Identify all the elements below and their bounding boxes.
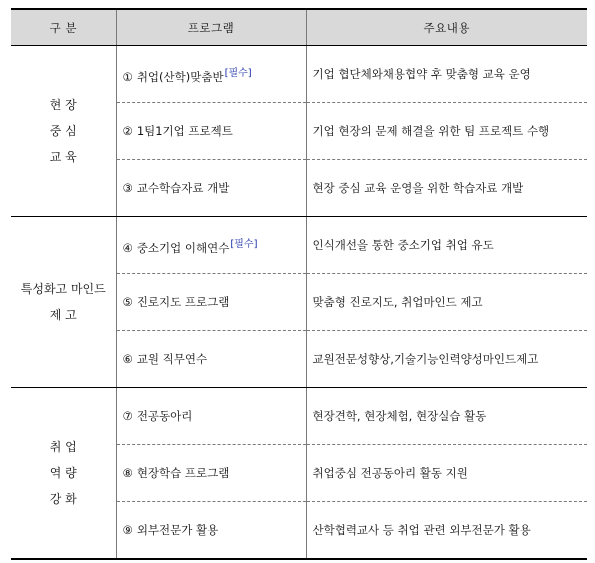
table-row bbox=[11, 388, 587, 445]
category-cell bbox=[11, 217, 116, 388]
item-number: ④ bbox=[122, 240, 133, 255]
program-name: 교수학습자료 개발 bbox=[136, 181, 230, 195]
table-header-row bbox=[11, 9, 587, 46]
program-cell bbox=[116, 103, 306, 160]
category-label: 교 육 bbox=[49, 150, 77, 164]
category-label: 특성화고 마인드 bbox=[20, 282, 106, 296]
program-name: 교원 직무연수 bbox=[136, 352, 208, 366]
item-number: ⑦ bbox=[122, 409, 133, 423]
category-label: 현 장 bbox=[49, 98, 77, 112]
program-table bbox=[11, 8, 587, 560]
content-cell: 현장 중심 교육 운영을 위한 학습자료 개발 bbox=[306, 160, 587, 217]
content-cell: 맞춤형 진로지도, 취업마인드 제고 bbox=[306, 274, 587, 331]
program-cell bbox=[116, 445, 306, 502]
required-badge: [필수] bbox=[230, 238, 258, 250]
program-cell bbox=[116, 160, 306, 217]
program-name: 취업(산학)맞춤반 bbox=[136, 69, 224, 84]
content-cell: 현장견학, 현장체험, 현장실습 활동 bbox=[306, 388, 587, 445]
content-cell: 교원전문성향상,기술기능인력양성마인드제고 bbox=[306, 331, 587, 388]
content-cell: 인식개선을 통한 중소기업 취업 유도 bbox=[306, 217, 587, 274]
item-number: ⑤ bbox=[122, 295, 133, 309]
table-body bbox=[11, 46, 587, 560]
program-name: 현장학습 프로그램 bbox=[136, 466, 230, 480]
category-cell bbox=[11, 388, 116, 560]
header-category: 구 분 bbox=[11, 9, 116, 46]
header-program: 프로그램 bbox=[116, 9, 306, 46]
item-number: ⑨ bbox=[122, 523, 133, 537]
category-label: 중 심 bbox=[49, 124, 77, 138]
content-cell: 취업중심 전공동아리 활동 지원 bbox=[306, 445, 587, 502]
content-cell: 기업 현장의 문제 해결을 위한 팀 프로젝트 수행 bbox=[306, 103, 587, 160]
category-label: 역 량 bbox=[49, 466, 77, 480]
item-number: ③ bbox=[122, 181, 133, 195]
program-cell bbox=[116, 274, 306, 331]
item-number: ⑧ bbox=[122, 466, 133, 480]
table-row bbox=[11, 46, 587, 103]
item-number: ⑥ bbox=[122, 352, 133, 366]
table-row bbox=[11, 217, 587, 274]
category-cell bbox=[11, 46, 116, 217]
program-name: 1팀1기업 프로젝트 bbox=[136, 124, 233, 138]
program-cell bbox=[116, 388, 306, 445]
program-name: 중소기업 이해연수 bbox=[136, 240, 230, 255]
program-name: 전공동아리 bbox=[136, 409, 193, 423]
item-number: ② bbox=[122, 124, 133, 138]
program-cell bbox=[116, 502, 306, 560]
program-name: 진로지도 프로그램 bbox=[136, 295, 230, 309]
required-badge: [필수] bbox=[224, 67, 252, 79]
content-cell: 산학협력교사 등 취업 관련 외부전문가 활용 bbox=[306, 502, 587, 560]
category-label: 취 업 bbox=[49, 440, 77, 454]
header-content: 주요내용 bbox=[306, 9, 587, 46]
program-cell bbox=[116, 217, 306, 274]
program-cell bbox=[116, 331, 306, 388]
content-cell: 기업 협단체와채용협약 후 맞춤형 교육 운영 bbox=[306, 46, 587, 103]
program-name: 외부전문가 활용 bbox=[136, 523, 219, 537]
category-label: 강 화 bbox=[49, 492, 77, 506]
program-cell bbox=[116, 46, 306, 103]
category-label: 제 고 bbox=[49, 308, 77, 322]
item-number: ① bbox=[122, 69, 133, 84]
